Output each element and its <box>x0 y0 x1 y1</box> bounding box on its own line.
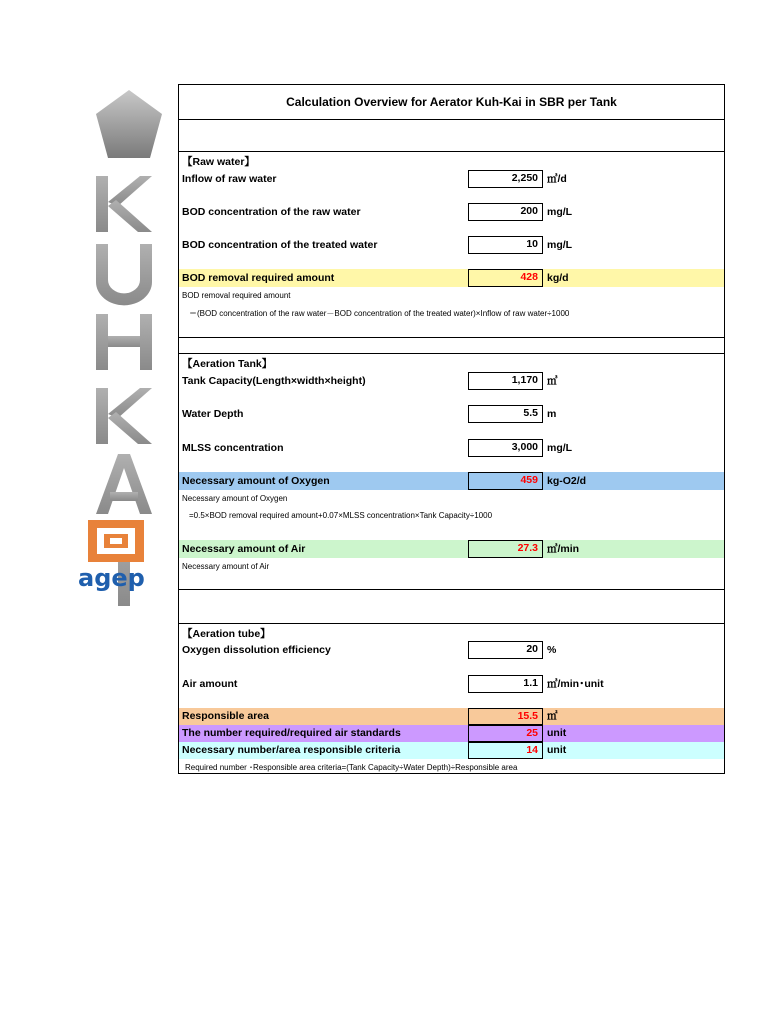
value-cell[interactable]: 3,000 <box>468 439 543 457</box>
value-cell[interactable]: 1.1 <box>468 675 543 693</box>
result-value-cell: 25 <box>468 725 543 742</box>
result-row <box>179 540 724 558</box>
sheet-title: Calculation Overview for Aerator Kuh-Kai in SBR per Tank <box>179 85 724 120</box>
result-value-cell: 428 <box>468 269 543 287</box>
row-label: Responsible area <box>182 710 269 722</box>
kuh-kai-logo <box>78 88 164 608</box>
table-row <box>179 439 724 457</box>
result-value-cell: 27.3 <box>468 540 543 558</box>
section-header: 【Aeration Tank】 <box>182 358 273 370</box>
result-value-cell: 459 <box>468 472 543 490</box>
result-row <box>179 742 724 759</box>
row-label: Necessary amount of Air <box>182 543 306 555</box>
table-row <box>179 203 724 221</box>
note-title: Necessary amount of Oxygen <box>182 494 288 503</box>
note-title: BOD removal required amount <box>182 291 291 300</box>
row-label: Necessary number/area responsible criteria <box>182 744 401 756</box>
table-row <box>179 372 724 390</box>
divider <box>179 151 724 152</box>
row-label: Necessary amount of Oxygen <box>182 475 330 487</box>
unit-label: unit <box>547 727 567 739</box>
value-cell[interactable]: 1,170 <box>468 372 543 390</box>
section-header: 【Aeration tube】 <box>182 628 271 640</box>
row-label: BOD concentration of the raw water <box>182 206 361 218</box>
divider <box>179 623 724 624</box>
table-row <box>179 675 724 693</box>
unit-label: ㎥/min･unit <box>547 678 604 690</box>
unit-label: ㎡ <box>547 710 558 722</box>
pentagon-icon <box>94 88 164 160</box>
row-label: The number required/required air standards <box>182 727 401 739</box>
divider <box>179 589 724 590</box>
table-row <box>179 641 724 659</box>
row-label: Oxygen dissolution efficiency <box>182 644 331 656</box>
note-title: Necessary amount of Air <box>182 562 270 571</box>
calculation-sheet <box>178 84 725 774</box>
table-row <box>179 405 724 423</box>
result-value-cell: 14 <box>468 742 543 759</box>
divider <box>179 337 724 338</box>
note-formula: =0.5×BOD removal required amount+0.07×MLSS concentration×Tank Capacity÷1000 <box>189 511 493 520</box>
table-row <box>179 170 724 188</box>
value-cell[interactable]: 200 <box>468 203 543 221</box>
result-row <box>179 269 724 287</box>
section-header: 【Raw water】 <box>182 156 255 168</box>
unit-label: mg/L <box>547 206 573 218</box>
result-row <box>179 708 724 725</box>
note-formula: ＝(BOD concentration of the raw water－BOD concentration of the treated water)×Inflow of raw water÷1000 <box>189 309 570 318</box>
unit-label: ㎥ <box>547 375 558 387</box>
value-cell[interactable]: 2,250 <box>468 170 543 188</box>
row-label: Air amount <box>182 678 238 690</box>
row-label: Tank Capacity(Length×width×height) <box>182 375 366 387</box>
value-cell[interactable]: 20 <box>468 641 543 659</box>
unit-label: m <box>547 408 557 420</box>
unit-label: ㎥/min <box>547 543 580 555</box>
result-value-cell: 15.5 <box>468 708 543 725</box>
value-cell[interactable]: 10 <box>468 236 543 254</box>
unit-label: % <box>547 644 557 656</box>
agep-wordmark: agep <box>78 564 145 592</box>
row-label: Water Depth <box>182 408 244 420</box>
divider <box>179 353 724 354</box>
row-label: BOD concentration of the treated water <box>182 239 378 251</box>
unit-label: ㎥/d <box>547 173 567 185</box>
note-formula: Required number ･Responsible area criteria=(Tank Capacity÷Water Depth)÷Responsible area <box>185 763 518 772</box>
value-cell[interactable]: 5.5 <box>468 405 543 423</box>
aeration-tank-header-row <box>179 355 724 373</box>
unit-label: mg/L <box>547 442 573 454</box>
row-label: MLSS concentration <box>182 442 284 454</box>
raw-water-header-row <box>179 153 724 171</box>
row-label: BOD removal required amount <box>182 272 335 284</box>
result-row <box>179 472 724 490</box>
unit-label: mg/L <box>547 239 573 251</box>
result-row <box>179 725 724 742</box>
table-row <box>179 236 724 254</box>
unit-label: unit <box>547 744 567 756</box>
unit-label: kg/d <box>547 272 569 284</box>
unit-label: kg-O2/d <box>547 475 587 487</box>
row-label: Inflow of raw water <box>182 173 277 185</box>
